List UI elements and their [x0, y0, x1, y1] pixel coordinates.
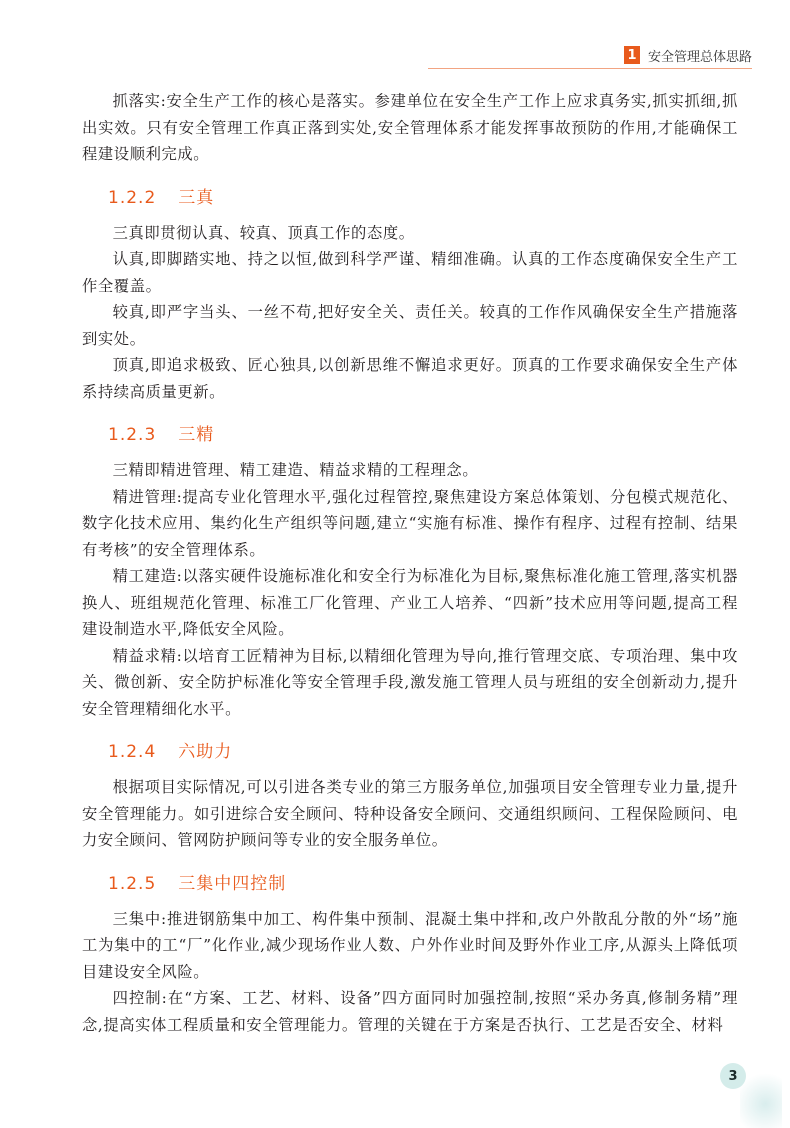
section-number: 1.2.2 [108, 187, 157, 208]
section-title: 三真 [178, 187, 215, 208]
corner-decoration [740, 1068, 782, 1128]
paragraph: 三真即贯彻认真、较真、顶真工作的态度。 [112, 223, 415, 242]
paragraph: 精进管理:提高专业化管理水平,强化过程管控,聚焦建设方案总体策划、分包模式规范化、数字化技术应用、集约化生产组织等问题,建立“实施有标准、操作有程序、过程有控制、结果有考核”的安全管理体系。 [82, 487, 738, 559]
section-heading [82, 176, 738, 220]
section-title: 三集中四控制 [178, 873, 287, 894]
section-number: 1.2.3 [108, 425, 157, 445]
chapter-title: 安全管理总体思路 [647, 49, 752, 65]
page-number: 3 [720, 1063, 746, 1089]
header-divider [428, 68, 752, 69]
paragraph: 认真,即脚踏实地、持之以恒,做到科学严谨、精细准确。认真的工作态度确保安全生产工作全覆盖。 [82, 250, 738, 295]
intro-paragraph: 抓落实:安全生产工作的核心是落实。参建单位在安全生产工作上应求真务实,抓实抓细,抓出实效。只有安全管理工作真正落到实处,安全管理体系才能发挥事故预防的作用,才能确保工程建设顺利完成。 [82, 92, 738, 163]
paragraph: 根据项目实际情况,可以引进各类专业的第三方服务单位,加强项目安全管理专业力量,提升安全管理能力。如引进综合安全顾问、特种设备安全顾问、交通组织顾问、工程保险顾问、电力安全顾问、管网防护顾问等专业的安全服务单位。 [82, 778, 738, 849]
page-body [82, 88, 738, 1038]
section-1-2-2 [82, 176, 738, 406]
section-number: 1.2.5 [108, 873, 157, 894]
section-number: 1.2.4 [108, 742, 157, 762]
section-heading [82, 862, 738, 906]
paragraph: 精益求精:以培育工匠精神为目标,以精细化管理为导向,推行管理交底、专项治理、集中攻关、微创新、安全防护标准化等安全管理手段,激发施工管理人员与班组的安全创新动力,提升安全管理精细化水平。 [82, 646, 738, 718]
section-1-2-3 [82, 413, 738, 722]
section-heading [82, 730, 738, 774]
section-title: 三精 [178, 425, 215, 445]
paragraph: 三集中:推进钢筋集中加工、构件集中预制、混凝土集中拌和,改户外散乱分散的外“场”施工为集中的工“厂”化作业,减少现场作业人数、户外作业时间及野外作业工序,从源头上降低项目建设安全风险。 [82, 909, 738, 981]
chapter-number: 1 [624, 46, 640, 64]
running-header [624, 44, 752, 66]
paragraph: 三精即精进管理、精工建造、精益求精的工程理念。 [112, 461, 479, 479]
paragraph: 较真,即严字当头、一丝不苟,把好安全关、责任关。较真的工作作风确保安全生产措施落到实处。 [82, 303, 738, 348]
section-title: 六助力 [178, 742, 233, 762]
paragraph: 精工建造:以落实硬件设施标准化和安全行为标准化为目标,聚焦标准化施工管理,落实机器换人、班组规范化管理、标准工厂化管理、产业工人培养、“四新”技术应用等问题,提高工程建设制造水平,降低安全风险。 [82, 567, 738, 638]
paragraph: 四控制:在“方案、工艺、材料、设备”四方面同时加强控制,按照“采办务真,修制务精”理念,提高实体工程质量和安全管理能力。管理的关键在于方案是否执行、工艺是否安全、材料 [82, 989, 738, 1034]
section-1-2-4 [82, 730, 738, 854]
section-heading [82, 413, 738, 457]
section-1-2-5 [82, 862, 738, 1039]
paragraph: 顶真,即追求极致、匠心独具,以创新思维不懈追求更好。顶真的工作要求确保安全生产体系持续高质量更新。 [82, 356, 738, 401]
